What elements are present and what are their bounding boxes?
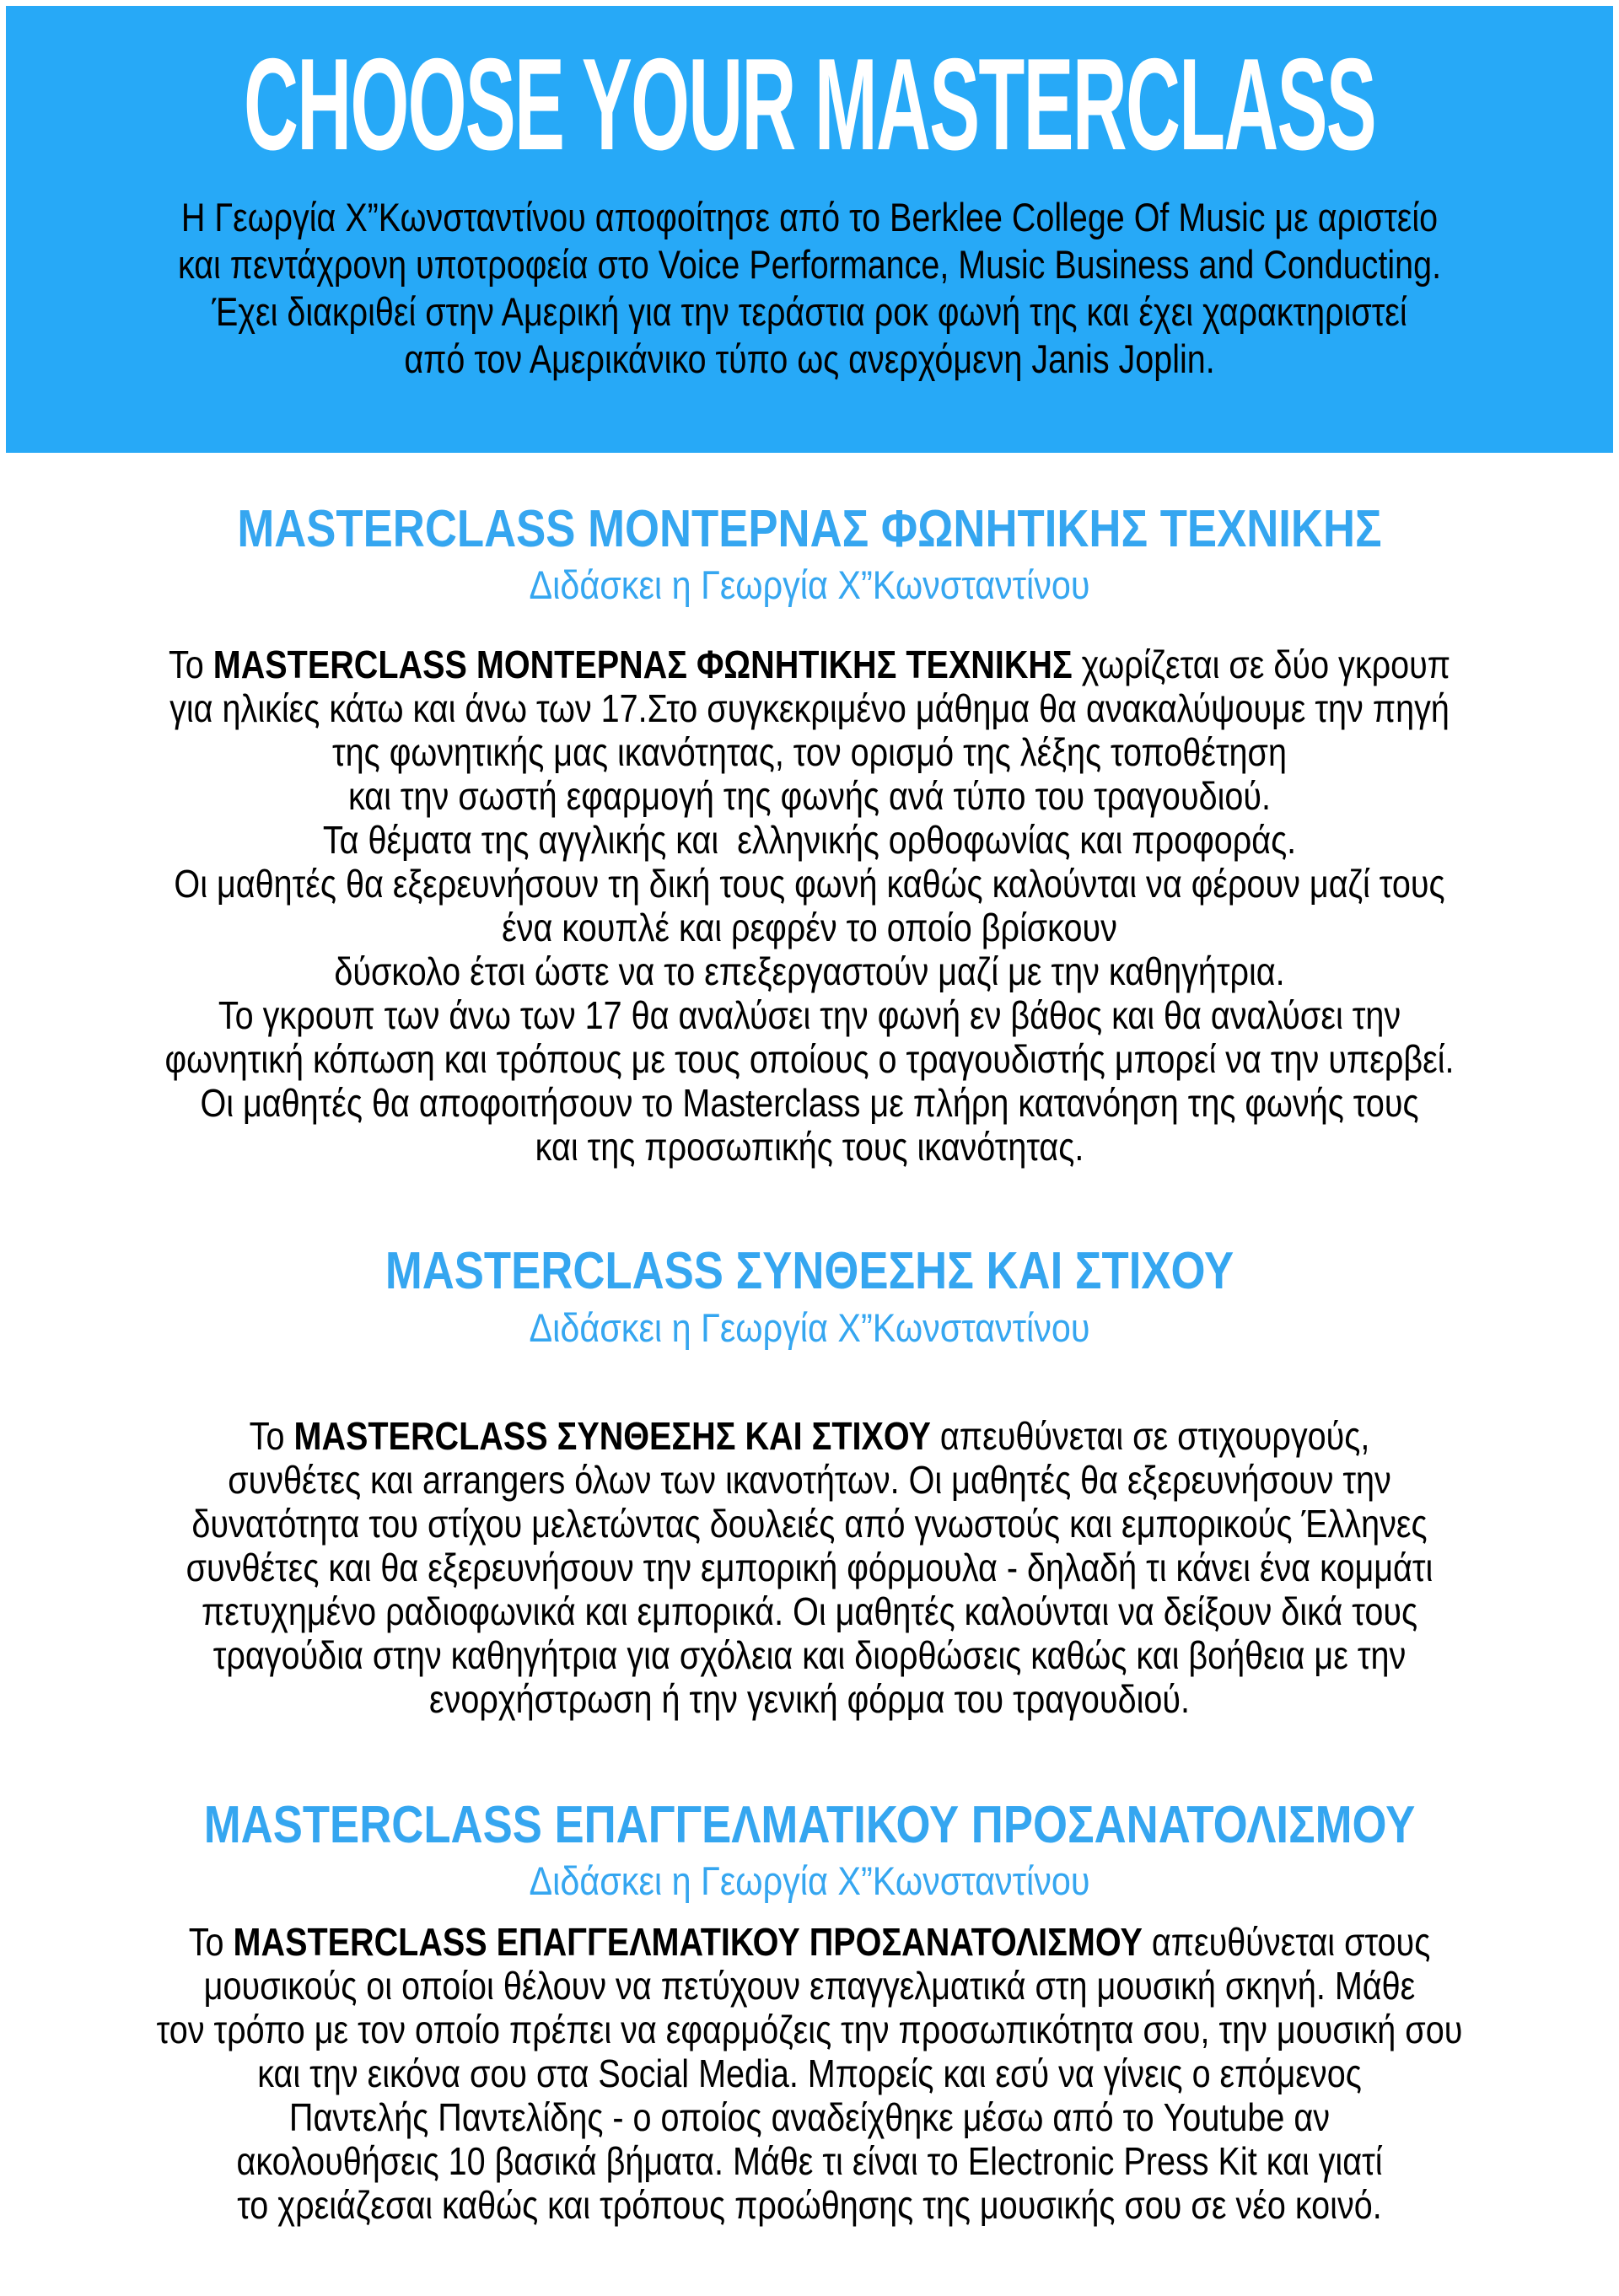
banner-intro-line: από τον Αμερικάνικο τύπο ως ανερχόμενη Janis Joplin. — [404, 336, 1215, 381]
body-line: μουσικούς οι οποίοι θέλουν να πετύχουν επαγγελματικά στη μουσική σκηνή. Μάθε — [203, 1964, 1416, 2008]
body-line: συνθέτες και θα εξερευνήσουν την εμπορική φόρμουλα - δηλαδή τι κάνει ένα κομμάτι — [186, 1545, 1433, 1589]
banner-intro-line: και πεντάχρονη υποτροφεία στο Voice Performance, Music Business and Conducting. — [177, 241, 1442, 287]
body-line: τραγούδια στην καθηγήτρια για σχόλεια και διορθώσεις καθώς και βοήθεια με την — [212, 1632, 1407, 1677]
body-line: Το MASTERCLASS ΕΠΑΓΓΕΛΜΑΤΙΚΟΥ ΠΡΟΣΑΝΑΤΟΛΙΣΜΟΥ απευθύνεται στους — [188, 1920, 1431, 1965]
body-line: ένα κουπλέ και ρεφρέν το οποίο βρίσκουν — [502, 906, 1117, 950]
section-subtitle: Διδάσκει η Γεωργία Χ”Κωνσταντίνου — [529, 562, 1090, 608]
body-line: ακολουθήσεις 10 βασικά βήματα. Μάθε τι είναι το Electronic Press Kit και γιατί — [236, 2139, 1383, 2184]
body-line: Το MASTERCLASS ΜΟΝΤΕΡΝΑΣ ΦΩΝΗΤΙΚΗΣ ΤΕΧΝΙΚΗΣ χωρίζεται σε δύο γκρουπ — [168, 643, 1451, 687]
section-subtitle: Διδάσκει η Γεωργία Χ”Κωνσταντίνου — [529, 1858, 1090, 1903]
body-line: Τα θέματα της αγγλικής και ελληνικής ορθοφωνίας και προφοράς. — [322, 818, 1297, 863]
body-line: φωνητική κόπωση και τρόπους με τους οποίους ο τραγουδιστής μπορεί να την υπερβεί. — [164, 1037, 1455, 1082]
section-2 — [0, 1244, 1619, 1720]
banner-intro-line: Η Γεωργία Χ”Κωνσταντίνου αποφοίτησε από το Berklee College Of Music με αριστείο — [180, 194, 1439, 239]
section-body — [0, 1920, 1619, 2227]
body-line: Το γκρουπ των άνω των 17 θα αναλύσει την φωνή εν βάθος και θα αναλύσει την — [218, 993, 1401, 1038]
body-line: και την σωστή εφαρμογή της φωνής ανά τύπο του τραγουδιού. — [347, 774, 1272, 819]
banner-intro — [6, 194, 1613, 383]
section-heading: MASTERCLASS ΣΥΝΘΕΣΗΣ ΚΑΙ ΣΤΙΧΟΥ — [385, 1242, 1234, 1301]
body-line: πετυχημένο ραδιοφωνικά και εμπορικά. Οι μαθητές καλούνται να δείξουν δικά τους — [201, 1589, 1418, 1633]
section-subtitle: Διδάσκει η Γεωργία Χ”Κωνσταντίνου — [529, 1304, 1090, 1350]
section-3 — [0, 1795, 1619, 2228]
masterclass-sections — [0, 502, 1619, 2227]
section-body — [0, 1414, 1619, 1721]
body-line: Οι μαθητές θα αποφοιτήσουν το Masterclass με πλήρη κατανόηση της φωνής τους — [200, 1081, 1419, 1126]
body-line: ενορχήστρωση ή την γενική φόρμα του τραγουδιού. — [428, 1676, 1191, 1721]
body-line: Το MASTERCLASS ΣΥΝΘΕΣΗΣ ΚΑΙ ΣΤΙΧΟΥ απευθύνεται σε στιχουργούς, — [249, 1413, 1370, 1458]
body-line: για ηλικίες κάτω και άνω των 17.Στο συγκεκριμένο μάθημα θα ανακαλύψουμε την πηγή — [169, 686, 1450, 731]
flyer-page — [0, 6, 1619, 2296]
section-1 — [0, 502, 1619, 1169]
banner-intro-line: Έχει διακριθεί στην Αμερική για την τεράστια ροκ φωνή της και έχει χαρακτηριστεί — [212, 288, 1407, 334]
body-line: Οι μαθητές θα εξερευνήσουν τη δική τους φωνή καθώς καλούνται να φέρουν μαζί τους — [174, 862, 1445, 906]
section-heading: MASTERCLASS ΕΠΑΓΓΕΛΜΑΤΙΚΟΥ ΠΡΟΣΑΝΑΤΟΛΙΣΜΟΥ — [203, 1795, 1416, 1854]
section-heading: MASTERCLASS ΜΟΝΤΕΡΝΑΣ ΦΩΝΗΤΙΚΗΣ ΤΕΧΝΙΚΗΣ — [237, 500, 1382, 558]
body-line: Παντελής Παντελίδης - ο οποίος αναδείχθηκε μέσω από το Youtube αν — [288, 2095, 1331, 2140]
body-line: το χρειάζεσαι καθώς και τρόπους προώθησης της μουσικής σου σε νέο κοινό. — [237, 2183, 1382, 2228]
banner-title: CHOOSE YOUR MASTERCLASS — [244, 31, 1375, 177]
body-line: δύσκολο έτσι ώστε να το επεξεργαστούν μαζί με την καθηγήτρια. — [334, 949, 1285, 994]
body-line: τον τρόπο με τον οποίο πρέπει να εφαρμόζεις την προσωπικότητα σου, την μουσική σου — [156, 2008, 1463, 2052]
body-line: δυνατότητα του στίχου μελετώντας δουλειές από γνωστούς και εμπορικούς Έλληνες — [191, 1501, 1428, 1546]
body-line: και την εικόνα σου στα Social Media. Μπορείς και εσύ να γίνεις ο επόμενος — [257, 2051, 1362, 2096]
body-line: συνθέτες και arrangers όλων των ικανοτήτων. Οι μαθητές θα εξερευνήσουν την — [228, 1457, 1391, 1502]
body-line: και της προσωπικής τους ικανότητας. — [535, 1125, 1084, 1170]
banner — [6, 6, 1613, 453]
body-line: της φωνητικής μας ικανότητας, τον ορισμό της λέξης τοποθέτηση — [332, 730, 1287, 775]
section-body — [0, 643, 1619, 1169]
